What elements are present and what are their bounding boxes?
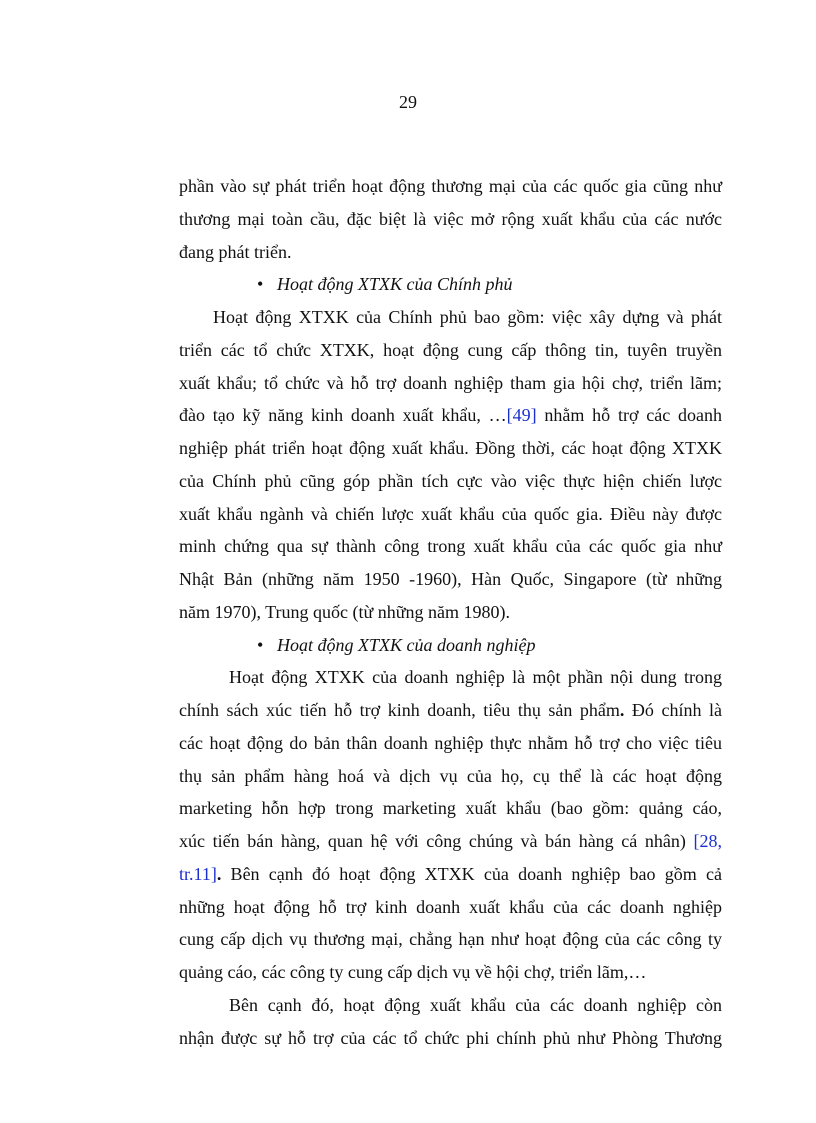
text-line: Hoạt động XTXK của doanh nghiệp là một phần nội dung trong [229, 667, 722, 688]
text-line: những hoạt động hỗ trợ kinh doanh xuất khẩu của các doanh nghiệp [179, 896, 722, 917]
citation-link[interactable]: tr.11] [179, 863, 217, 884]
bullet-icon: • [257, 634, 264, 655]
text-line: nhận được sự hỗ trợ của các tổ chức phi chính phủ như Phòng Thương [179, 1027, 722, 1048]
text-line: marketing hỗn hợp trong marketing xuất khẩu (bao gồm: quảng cáo, [179, 798, 722, 819]
text-line: cung cấp dịch vụ thương mại, chẳng hạn như hoạt động của các công ty [179, 929, 722, 950]
paragraph-4 [179, 989, 722, 1055]
text-line: đang phát triển. [179, 241, 292, 262]
text-segment: xúc tiến bán hàng, quan hệ với công chúng và bán hàng cá nhân) [179, 831, 694, 851]
text-line: năm 1970), Trung quốc (từ những năm 1980). [179, 601, 510, 622]
paragraph-1 [179, 170, 722, 268]
text-line: triển các tổ chức XTXK, hoạt động cung cấp thông tin, tuyên truyền [179, 339, 722, 360]
page-number: 29 [399, 92, 417, 112]
text-line: phần vào sự phát triển hoạt động thương mại của các quốc gia cũng như [179, 176, 722, 196]
text-line: Hoạt động XTXK của Chính phủ bao gồm: việc xây dựng và phát [213, 307, 722, 327]
text-segment: nhằm hỗ trợ các doanh [536, 405, 722, 426]
text-line: thụ sản phẩm hàng hoá và dịch vụ của họ, cụ thể là các hoạt động [179, 765, 722, 786]
text-line: xuất khẩu ngành và chiến lược xuất khẩu của quốc gia. Điều này được [179, 503, 722, 524]
bullet-icon: • [257, 274, 264, 295]
text-line: các hoạt động do bản thân doanh nghiệp thực nhằm hỗ trợ cho việc tiêu [179, 732, 722, 753]
text-line: minh chứng qua sự thành công trong xuất khẩu của các quốc gia như [179, 536, 722, 557]
bullet-heading-text: Hoạt động XTXK của Chính phủ [277, 274, 513, 295]
text-line [179, 858, 722, 891]
paragraph-3 [179, 661, 722, 989]
text-line: xuất khẩu; tổ chức và hỗ trợ doanh nghiệp tham gia hội chợ, triển lãm; [179, 372, 722, 393]
text-line: thương mại toàn cầu, đặc biệt là việc mở rộng xuất khẩu của các nước [179, 208, 722, 229]
bullet-heading-text: Hoạt động XTXK của doanh nghiệp [277, 634, 536, 655]
text-segment: chính sách xúc tiến hỗ trợ kinh doanh, tiêu thụ sản phẩm [179, 700, 620, 720]
text-line: nghiệp phát triển hoạt động xuất khẩu. Đồng thời, các hoạt động XTXK [179, 438, 722, 458]
text-segment: Bên cạnh đó hoạt động XTXK của doanh nghiệp bao gồm cả [221, 863, 722, 884]
text-line [179, 825, 722, 858]
paragraph-2 [179, 301, 722, 629]
citation-link[interactable]: [49] [506, 405, 537, 426]
text-line [179, 694, 722, 727]
text-line: của Chính phủ cũng góp phần tích cực vào việc thực hiện chiến lược [179, 470, 722, 491]
bullet-heading-enterprise [179, 629, 722, 662]
page-body [179, 170, 722, 1054]
text-segment: . [216, 863, 222, 884]
text-line: Nhật Bản (những năm 1950 -1960), Hàn Quốc, Singapore (từ những [179, 569, 722, 589]
text-line [179, 399, 722, 432]
text-segment: Đó chính là [624, 700, 722, 720]
citation-link[interactable]: [28, [693, 831, 722, 851]
text-line: quảng cáo, các công ty cung cấp dịch vụ về hội chợ, triển lãm,… [179, 962, 647, 982]
text-segment: đào tạo kỹ năng kinh doanh xuất khẩu, … [179, 405, 507, 426]
text-line: Bên cạnh đó, hoạt động xuất khẩu của các doanh nghiệp còn [229, 994, 722, 1015]
bullet-heading-government [179, 268, 722, 301]
text-segment: . [619, 700, 625, 720]
